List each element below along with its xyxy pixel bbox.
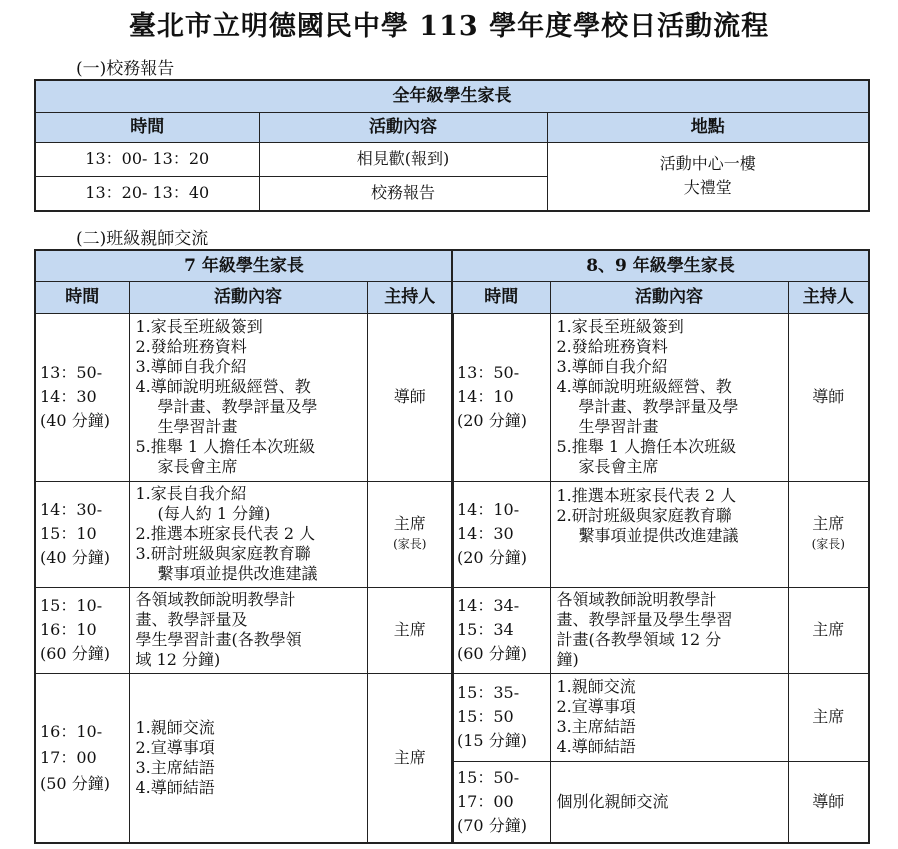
list-item: 計畫(各教學領域 12 分	[556, 630, 722, 649]
list-item: 鐘)	[556, 650, 579, 669]
host-note: (家長)	[393, 537, 427, 551]
list-item: 1.推選本班家長代表 2 人	[556, 485, 737, 505]
table-row-content	[550, 673, 788, 761]
header-time: 時間	[452, 281, 550, 313]
time-start: 14：30-	[40, 500, 103, 519]
table-row-content	[550, 587, 788, 673]
list-item: 4.導師說明班級經營、教	[135, 377, 311, 396]
table-row-time	[452, 481, 550, 587]
time-start: 15：10-	[40, 596, 103, 615]
list-item: 家長會主席	[578, 457, 659, 476]
table-row-time: 13：00- 13：20	[35, 142, 259, 176]
list-item: 3.導師自我介紹	[135, 357, 247, 376]
section-heading-class-exchange: (二)班級親師交流	[76, 229, 209, 249]
list-item: 各領域教師說明教學計	[135, 590, 296, 609]
time-duration: (60 分鐘)	[40, 644, 110, 663]
time-duration: (40 分鐘)	[40, 411, 110, 430]
list-item: 畫、教學評量及	[135, 610, 248, 629]
time-start: 13：50-	[457, 363, 520, 382]
time-start: 15：35-	[457, 683, 520, 702]
list-item: 學計畫、教學評量及學	[578, 397, 739, 416]
list-item: (每人約 1 分鐘)	[157, 504, 271, 523]
table-row-host: 導師	[788, 313, 869, 481]
table-row-content	[129, 587, 367, 673]
list-item: 1.親師交流	[135, 717, 215, 737]
time-duration: (20 分鐘)	[457, 548, 527, 567]
list-item: 3.主席結語	[556, 717, 636, 736]
list-item: 個別化親師交流	[556, 791, 669, 811]
table-row-time	[452, 587, 550, 673]
header-content: 活動內容	[550, 281, 788, 313]
list-item: 4.導師結語	[556, 737, 636, 756]
list-item: 家長會主席	[157, 457, 238, 476]
banner-grade89: 8、9 年級學生家長	[452, 250, 869, 281]
list-item: 1.親師交流	[556, 677, 636, 696]
host-name: 主席	[812, 514, 845, 533]
table-row-time	[35, 481, 129, 587]
time-start: 16：10-	[40, 721, 103, 741]
list-item: 1.家長至班級簽到	[135, 317, 263, 336]
time-duration: (70 分鐘)	[457, 815, 527, 835]
time-duration: (60 分鐘)	[457, 644, 527, 663]
time-end: 17：00	[457, 791, 514, 811]
list-item: 2.發給班務資料	[556, 337, 668, 356]
list-item: 4.導師結語	[135, 777, 215, 797]
table-row-time	[35, 587, 129, 673]
section-heading-school-report: (一)校務報告	[76, 59, 175, 79]
time-duration: (50 分鐘)	[40, 773, 110, 793]
grade89-table	[451, 249, 870, 844]
table-row-host	[788, 481, 869, 587]
list-item: 2.研討班級與家庭教育聯	[556, 505, 732, 525]
list-item: 畫、教學評量及學生學習	[556, 610, 733, 629]
header-time: 時間	[35, 112, 259, 142]
list-item: 生學習計畫	[578, 417, 659, 436]
header-host: 主持人	[788, 281, 869, 313]
list-item: 繫事項並提供改進建議	[157, 564, 318, 583]
banner-all-grades: 全年級學生家長	[35, 80, 869, 112]
school-report-table	[34, 79, 870, 212]
list-item: 各領域教師說明教學計	[556, 590, 717, 609]
time-duration: (40 分鐘)	[40, 548, 110, 567]
time-start: 13：50-	[40, 363, 103, 382]
time-end: 14：30	[40, 387, 97, 406]
grade7-table	[34, 249, 454, 844]
table-row-content: 相見歡(報到)	[259, 142, 547, 176]
table-row-time	[452, 761, 550, 843]
table-row-host: 導師	[367, 313, 453, 481]
time-end: 17：00	[40, 747, 97, 767]
list-item: 5.推舉 1 人擔任本次班級	[556, 437, 737, 456]
list-item: 學生學習計畫(各教學領	[135, 630, 302, 649]
header-location: 地點	[547, 112, 869, 142]
list-item: 2.宣導事項	[556, 697, 636, 716]
time-duration: (20 分鐘)	[457, 411, 527, 430]
header-host: 主持人	[367, 281, 453, 313]
time-end: 15：34	[457, 620, 514, 639]
header-time: 時間	[35, 281, 129, 313]
table-row-host: 主席	[367, 587, 453, 673]
time-start: 15：50-	[457, 767, 520, 787]
table-row-host: 主席	[367, 673, 453, 843]
list-item: 5.推舉 1 人擔任本次班級	[135, 437, 316, 456]
banner-grade7: 7 年級學生家長	[35, 250, 453, 281]
host-note: (家長)	[811, 537, 845, 551]
location-cell	[547, 142, 869, 211]
header-content: 活動內容	[259, 112, 547, 142]
table-row-content	[550, 761, 788, 843]
table-row-content	[129, 313, 367, 481]
list-item: 1.家長至班級簽到	[556, 317, 684, 336]
page-title: 臺北市立明德國民中學 113 學年度學校日活動流程	[128, 11, 770, 42]
table-row-time: 13：20- 13：40	[35, 176, 259, 211]
table-row-content	[550, 481, 788, 587]
list-item: 3.主席結語	[135, 757, 215, 777]
table-row-host: 主席	[788, 673, 869, 761]
time-end: 15：50	[457, 707, 514, 726]
header-content: 活動內容	[129, 281, 367, 313]
table-row-content: 校務報告	[259, 176, 547, 211]
time-end: 14：10	[457, 387, 514, 406]
time-start: 14：10-	[457, 500, 520, 519]
table-row-content	[129, 481, 367, 587]
list-item: 學計畫、教學評量及學	[157, 397, 318, 416]
list-item: 域 12 分鐘)	[135, 650, 221, 669]
table-row-time	[35, 673, 129, 843]
time-start: 14：34-	[457, 596, 520, 615]
table-row-time	[452, 673, 550, 761]
list-item: 繫事項並提供改進建議	[578, 525, 739, 545]
time-duration: (15 分鐘)	[457, 731, 527, 750]
table-row-host: 導師	[788, 761, 869, 843]
list-item: 3.導師自我介紹	[556, 357, 668, 376]
location-line: 大禮堂	[683, 178, 732, 198]
table-row-content	[129, 673, 367, 843]
time-end: 15：10	[40, 524, 97, 543]
location-line: 活動中心一樓	[659, 154, 756, 174]
list-item: 4.導師說明班級經營、教	[556, 377, 732, 396]
table-row-time	[35, 313, 129, 481]
time-end: 14：30	[457, 524, 514, 543]
list-item: 3.研討班級與家庭教育聯	[135, 544, 311, 563]
table-row-time	[452, 313, 550, 481]
table-row-content	[550, 313, 788, 481]
time-end: 16：10	[40, 620, 97, 639]
list-item: 2.推選本班家長代表 2 人	[135, 524, 316, 543]
list-item: 2.發給班務資料	[135, 337, 247, 356]
table-row-host	[367, 481, 453, 587]
host-name: 主席	[393, 514, 426, 533]
list-item: 生學習計畫	[157, 417, 238, 436]
table-row-host: 主席	[788, 587, 869, 673]
list-item: 1.家長自我介紹	[135, 484, 247, 503]
list-item: 2.宣導事項	[135, 737, 215, 757]
